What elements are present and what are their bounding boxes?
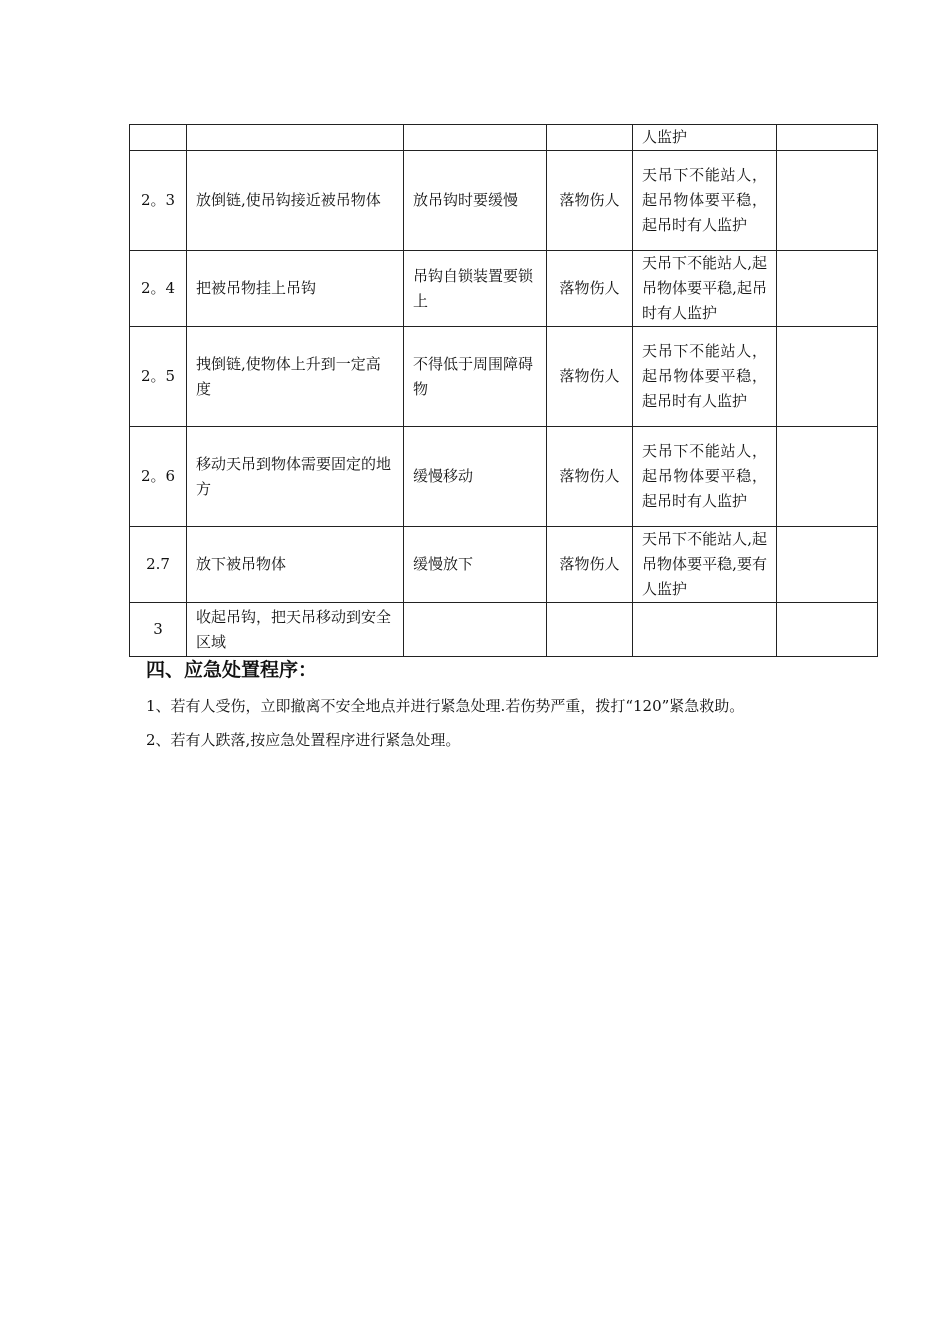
step-description: 移动天吊到物体需要固定的地方 <box>187 427 404 527</box>
step-requirement: 缓慢移动 <box>404 427 547 527</box>
table-row <box>130 327 878 427</box>
step-risk: 落物伤人 <box>547 527 633 603</box>
emergency-step-1: 1、若有人受伤，立即撤离不安全地点并进行紧急处理.若伤势严重，拨打“120”紧急救助。 <box>146 697 745 715</box>
step-note <box>777 251 878 327</box>
step-measure: 天吊下不能站人,起吊物体要平稳,要有人监护 <box>633 527 777 603</box>
step-requirement: 放吊钩时要缓慢 <box>404 151 547 251</box>
step-number <box>130 125 187 151</box>
step-note <box>777 151 878 251</box>
step-description <box>187 125 404 151</box>
step-risk: 落物伤人 <box>547 427 633 527</box>
step-requirement: 不得低于周围障碍物 <box>404 327 547 427</box>
emergency-step-2: 2、若有人跌落,按应急处置程序进行紧急处理。 <box>146 731 461 749</box>
step-number: 2。3 <box>130 151 187 251</box>
step-description: 把被吊物挂上吊钩 <box>187 251 404 327</box>
step-description: 收起吊钩，把天吊移动到安全区域 <box>187 603 404 657</box>
step-requirement <box>404 125 547 151</box>
table-row <box>130 125 878 151</box>
step-description: 放倒链,使吊钩接近被吊物体 <box>187 151 404 251</box>
step-measure: 人监护 <box>633 125 777 151</box>
step-measure: 天吊下不能站人，起吊物体要平稳，起吊时有人监护 <box>633 427 777 527</box>
step-description: 放下被吊物体 <box>187 527 404 603</box>
step-note <box>777 527 878 603</box>
step-measure <box>633 603 777 657</box>
step-description: 拽倒链,使物体上升到一定高度 <box>187 327 404 427</box>
step-risk <box>547 603 633 657</box>
step-risk: 落物伤人 <box>547 251 633 327</box>
table-row <box>130 603 878 657</box>
step-measure: 天吊下不能站人，起吊物体要平稳，起吊时有人监护 <box>633 327 777 427</box>
step-note <box>777 125 878 151</box>
step-measure: 天吊下不能站人，起吊物体要平稳，起吊时有人监护 <box>633 151 777 251</box>
step-risk: 落物伤人 <box>547 151 633 251</box>
safety-procedure-table <box>129 124 878 657</box>
step-requirement <box>404 603 547 657</box>
step-measure: 天吊下不能站人,起吊物体要平稳,起吊时有人监护 <box>633 251 777 327</box>
table-row <box>130 151 878 251</box>
step-risk <box>547 125 633 151</box>
step-note <box>777 327 878 427</box>
table-row <box>130 427 878 527</box>
step-note <box>777 427 878 527</box>
step-risk: 落物伤人 <box>547 327 633 427</box>
table-row <box>130 251 878 327</box>
step-requirement: 缓慢放下 <box>404 527 547 603</box>
table-row <box>130 527 878 603</box>
step-note <box>777 603 878 657</box>
step-number: 2。6 <box>130 427 187 527</box>
step-number: 2。5 <box>130 327 187 427</box>
step-number: 2。4 <box>130 251 187 327</box>
step-number: 3 <box>130 603 187 657</box>
section-heading: 四、应急处置程序： <box>146 659 318 681</box>
step-number: 2.7 <box>130 527 187 603</box>
step-requirement: 吊钩自锁装置要锁上 <box>404 251 547 327</box>
